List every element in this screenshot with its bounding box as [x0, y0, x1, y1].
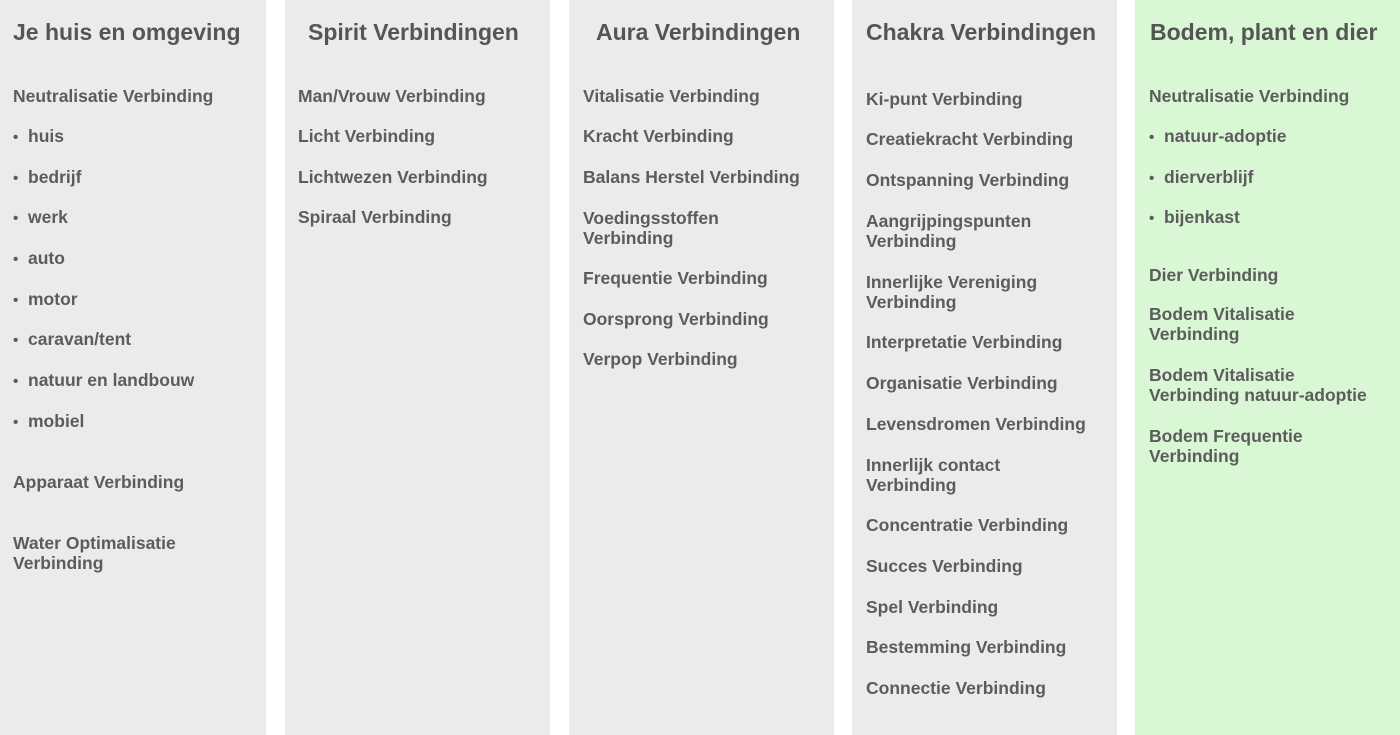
- menu-item-levensdromen-verbinding[interactable]: [866, 414, 1086, 434]
- menu-item-label: Concentratie Verbinding: [866, 515, 1069, 535]
- menu-item-bedrijf[interactable]: [13, 167, 81, 189]
- menu-item-connectie-verbinding[interactable]: [866, 678, 1046, 698]
- menu-item-label: Licht Verbinding: [298, 126, 436, 146]
- menu-item-label: motor: [28, 289, 78, 309]
- menu-item-innerlijke-vereniging-verbinding[interactable]: [866, 272, 1066, 312]
- menu-item-apparaat-verbinding[interactable]: [13, 472, 184, 492]
- menu-item-label: Bodem Vitalisatie Verbinding natuur-adoptie: [1149, 365, 1367, 405]
- menu-item-interpretatie-verbinding[interactable]: [866, 332, 1062, 352]
- column-chakra-verbindingen: [852, 0, 1117, 735]
- menu-item-label: Levensdromen Verbinding: [866, 414, 1086, 434]
- menu-item-label: Succes Verbinding: [866, 556, 1023, 576]
- menu-item-natuur-adoptie[interactable]: [1149, 126, 1287, 148]
- menu-item-label: Bestemming Verbinding: [866, 637, 1067, 657]
- menu-item-lichtwezen-verbinding[interactable]: [298, 167, 488, 187]
- menu-item-bestemming-verbinding[interactable]: [866, 637, 1066, 657]
- menu-item-label: Water Optimalisatie Verbinding: [13, 533, 176, 573]
- menu-item-dier-verbinding[interactable]: [1149, 265, 1278, 285]
- menu-item-label: Oorsprong Verbinding: [583, 309, 769, 329]
- menu-item-label: dierverblijf: [1164, 167, 1254, 187]
- menu-item-label: natuur-adoptie: [1164, 126, 1287, 146]
- menu-item-label: Dier Verbinding: [1149, 265, 1279, 285]
- menu-item-label: natuur en landbouw: [28, 370, 195, 390]
- column-aura-verbindingen: [569, 0, 834, 735]
- menu-item-neutralisatie-verbinding[interactable]: [13, 86, 213, 106]
- column-title: Spirit Verbindingen: [308, 19, 519, 45]
- menu-item-label: Ki-punt Verbinding: [866, 89, 1023, 109]
- menu-item-label: huis: [28, 126, 64, 146]
- menu-item-bodem-vitalisatie-verbinding-natuur-adoptie[interactable]: [1149, 365, 1389, 405]
- menu-item-label: Bodem Frequentie Verbinding: [1149, 426, 1303, 466]
- menu-item-succes-verbinding[interactable]: [866, 556, 1023, 576]
- menu-item-label: Innerlijke Vereniging Verbinding: [866, 272, 1038, 312]
- menu-item-label: Man/Vrouw Verbinding: [298, 86, 486, 106]
- menu-item-auto[interactable]: [13, 248, 65, 270]
- menu-item-label: Balans Herstel Verbinding: [583, 167, 800, 187]
- menu-item-werk[interactable]: [13, 207, 68, 229]
- column-title: Bodem, plant en dier: [1150, 19, 1378, 45]
- menu-item-label: Kracht Verbinding: [583, 126, 734, 146]
- menu-item-ontspanning-verbinding[interactable]: [866, 170, 1069, 190]
- menu-item-bijenkast[interactable]: [1149, 207, 1240, 229]
- menu-item-label: Interpretatie Verbinding: [866, 332, 1063, 352]
- menu-item-label: auto: [28, 248, 65, 268]
- column-je-huis-en-omgeving: [0, 0, 266, 735]
- menu-item-frequentie-verbinding[interactable]: [583, 268, 768, 288]
- menu-item-ki-punt-verbinding[interactable]: [866, 89, 1023, 109]
- menu-item-huis[interactable]: [13, 126, 64, 148]
- menu-item-label: Spel Verbinding: [866, 597, 999, 617]
- menu-item-label: bedrijf: [28, 167, 82, 187]
- menu-item-label: mobiel: [28, 411, 85, 431]
- menu-item-creatiekracht-verbinding[interactable]: [866, 129, 1073, 149]
- menu-item-aangrijpingspunten-verbinding[interactable]: [866, 211, 1061, 251]
- menu-item-label: Neutralisatie Verbinding: [13, 86, 214, 106]
- menu-item-kracht-verbinding[interactable]: [583, 126, 734, 146]
- column-title: Aura Verbindingen: [596, 19, 801, 45]
- menu-item-label: Lichtwezen Verbinding: [298, 167, 488, 187]
- menu-item-label: Spiraal Verbinding: [298, 207, 452, 227]
- menu-item-label: caravan/tent: [28, 329, 132, 349]
- menu-item-bodem-vitalisatie-verbinding[interactable]: [1149, 304, 1319, 344]
- menu-item-label: Innerlijk contact Verbinding: [866, 455, 1001, 495]
- menu-item-natuur-en-landbouw[interactable]: [13, 370, 194, 392]
- menu-item-label: Bodem Vitalisatie Verbinding: [1149, 304, 1295, 344]
- menu-item-label: Creatiekracht Verbinding: [866, 129, 1074, 149]
- menu-item-caravan-tent[interactable]: [13, 329, 131, 351]
- menu-item-label: Apparaat Verbinding: [13, 472, 185, 492]
- menu-item-water-optimalisatie-verbinding[interactable]: [13, 533, 213, 573]
- menu-item-bodem-frequentie-verbinding[interactable]: [1149, 426, 1319, 466]
- menu-item-balans-herstel-verbinding[interactable]: [583, 167, 800, 187]
- menu-item-spiraal-verbinding[interactable]: [298, 207, 452, 227]
- menu-item-voedingsstoffen-verbinding[interactable]: [583, 208, 753, 248]
- column-spirit-verbindingen: [285, 0, 550, 735]
- menu-item-organisatie-verbinding[interactable]: [866, 373, 1058, 393]
- menu-item-label: Vitalisatie Verbinding: [583, 86, 760, 106]
- column-title: Je huis en omgeving: [13, 19, 241, 45]
- menu-item-label: Neutralisatie Verbinding: [1149, 86, 1350, 106]
- menu-item-verpop-verbinding[interactable]: [583, 349, 738, 369]
- menu-item-spel-verbinding[interactable]: [866, 597, 998, 617]
- menu-item-man-vrouw-verbinding[interactable]: [298, 86, 486, 106]
- menu-item-label: Aangrijpingspunten Verbinding: [866, 211, 1032, 251]
- menu-item-vitalisatie-verbinding[interactable]: [583, 86, 760, 106]
- menu-item-concentratie-verbinding[interactable]: [866, 515, 1068, 535]
- menu-item-dierverblijf[interactable]: [1149, 167, 1253, 189]
- menu-item-motor[interactable]: [13, 289, 78, 311]
- menu-item-innerlijk-contact-verbinding[interactable]: [866, 455, 1036, 495]
- menu-item-label: Ontspanning Verbinding: [866, 170, 1070, 190]
- menu-item-label: Voedingsstoffen Verbinding: [583, 208, 719, 248]
- menu-item-oorsprong-verbinding[interactable]: [583, 309, 769, 329]
- menu-item-licht-verbinding[interactable]: [298, 126, 435, 146]
- menu-item-neutralisatie-verbinding[interactable]: [1149, 86, 1349, 106]
- menu-item-label: bijenkast: [1164, 207, 1240, 227]
- menu-item-label: Connectie Verbinding: [866, 678, 1046, 698]
- menu-item-label: Organisatie Verbinding: [866, 373, 1058, 393]
- menu-item-mobiel[interactable]: [13, 411, 84, 433]
- column-bodem-plant-en-dier: [1135, 0, 1400, 735]
- menu-item-label: Frequentie Verbinding: [583, 268, 768, 288]
- menu-item-label: werk: [28, 207, 68, 227]
- column-title: Chakra Verbindingen: [866, 19, 1097, 45]
- menu-item-label: Verpop Verbinding: [583, 349, 738, 369]
